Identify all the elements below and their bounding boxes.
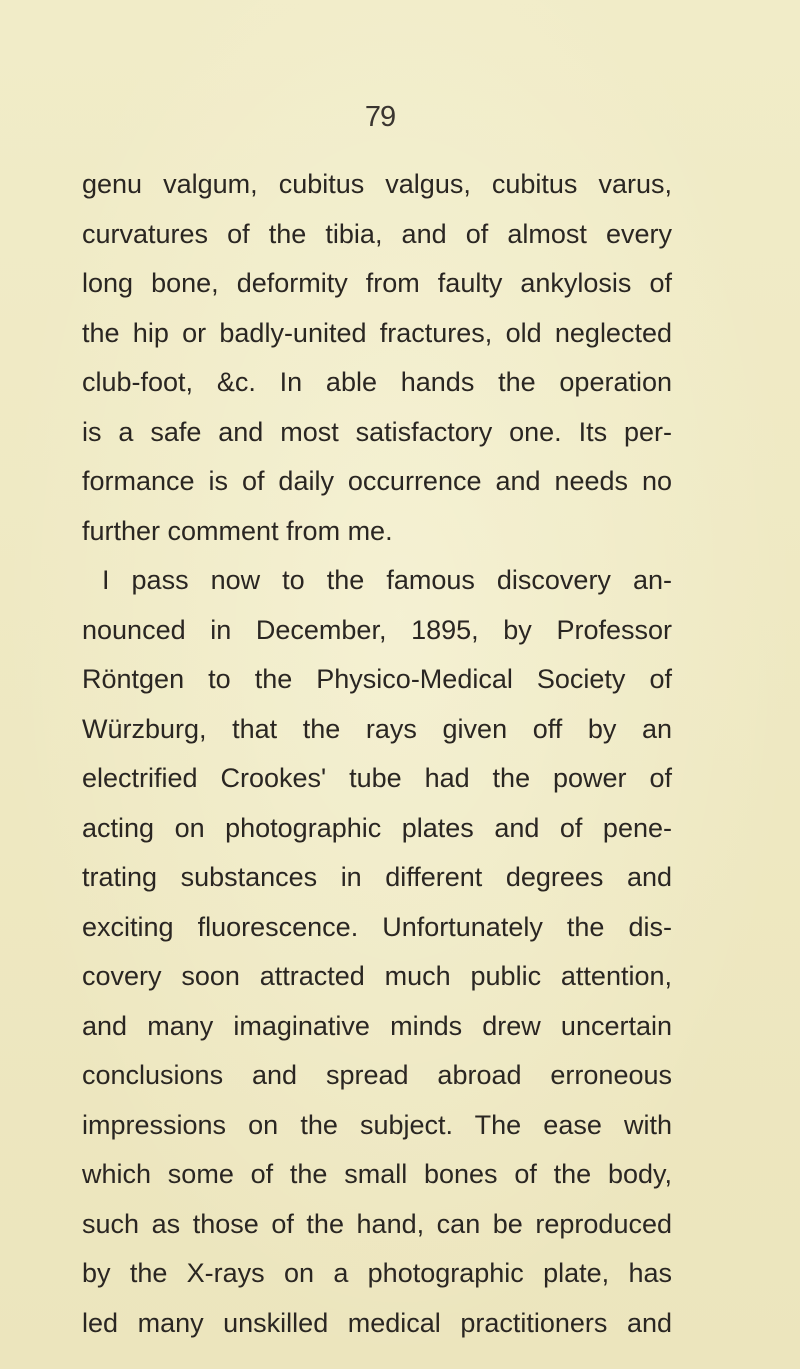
text-line-24: led many unskilled medical practitioners and	[82, 1307, 672, 1338]
text-line-10: nounced in December, 1895, by Professor	[82, 614, 672, 645]
text-line-17: covery soon attracted much public attention,	[82, 961, 672, 991]
text-line-14: acting on photographic plates and of pene-	[82, 812, 672, 843]
text-line-5: club-foot, &c. In able hands the operation	[82, 367, 672, 397]
text-line-21: which some of the small bones of the body,	[82, 1159, 672, 1189]
text-line-22: such as those of the hand, can be reproduced	[82, 1208, 672, 1239]
text-line-9: I pass now to the famous discovery an-	[102, 565, 672, 595]
text-line-12: Würzburg, that the rays given off by an	[82, 713, 672, 744]
text-line-13: electrified Crookes' tube had the power of	[82, 763, 672, 793]
text-line-3: long bone, deformity from faulty ankylosis of	[82, 268, 672, 298]
page-number: 79	[364, 101, 396, 133]
text-line-15: trating substances in different degrees and	[82, 862, 672, 892]
text-line-6: is a safe and most satisfactory one. Its per-	[82, 416, 672, 447]
text-line-18: and many imaginative minds drew uncertain	[82, 1010, 672, 1041]
text-line-11: Röntgen to the Physico-Medical Society of	[82, 664, 672, 694]
text-line-20: impressions on the subject. The ease with	[82, 1109, 672, 1140]
text-line-7: formance is of daily occurrence and needs no	[82, 466, 672, 496]
text-line-8: further comment from me.	[82, 515, 393, 546]
text-line-23: by the X-rays on a photographic plate, has	[82, 1258, 672, 1288]
body-text	[82, 160, 672, 1348]
text-line-2: curvatures of the tibia, and of almost every	[82, 218, 672, 249]
text-line-1: genu valgum, cubitus valgus, cubitus varus,	[82, 169, 672, 199]
text-line-16: exciting fluorescence. Unfortunately the dis-	[82, 911, 672, 942]
text-line-4: the hip or badly-united fractures, old neglected	[82, 317, 672, 348]
text-line-19: conclusions and spread abroad erroneous	[82, 1060, 672, 1090]
